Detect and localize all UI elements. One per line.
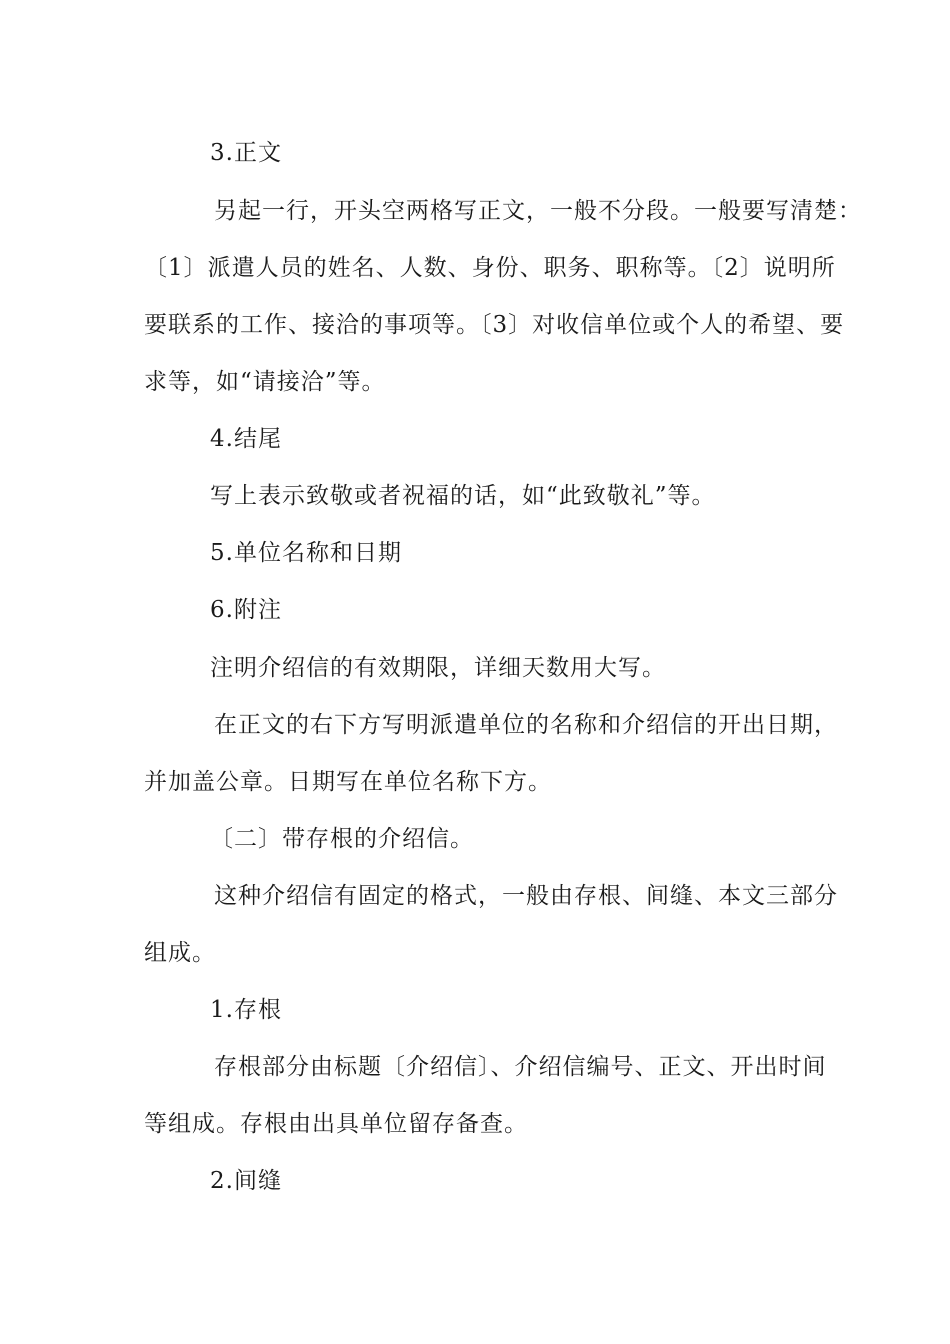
paragraph-line: 并加盖公章。日期写在单位名称下方。 <box>144 769 552 795</box>
paragraph-line: 求等，如“请接洽”等。 <box>144 369 386 395</box>
paragraph-line: 注明介绍信的有效期限，详细天数用大写。 <box>210 655 666 681</box>
paragraph-line: 写上表示致敬或者祝福的话，如“此致敬礼”等。 <box>210 483 716 509</box>
paragraph-line: 组成。 <box>144 940 216 966</box>
paragraph-line: 在正文的右下方写明派遣单位的名称和介绍信的开出日期， <box>214 712 838 738</box>
paragraph-line: 存根部分由标题〔介绍信〕、介绍信编号、正文、开出时间 <box>214 1054 827 1080</box>
paragraph-line: 要联系的工作、接洽的事项等。〔3〕对收信单位或个人的希望、要 <box>144 312 845 338</box>
heading-unit-date: 5.单位名称和日期 <box>210 540 402 566</box>
heading-stub: 1.存根 <box>210 997 282 1023</box>
paragraph-line: 这种介绍信有固定的格式，一般由存根、间缝、本文三部分 <box>214 883 838 909</box>
heading-body: 3.正文 <box>210 140 282 166</box>
paragraph-line: 〔1〕派遣人员的姓名、人数、身份、职务、职称等。〔2〕说明所 <box>144 255 836 281</box>
heading-seam: 2.间缝 <box>210 1168 282 1194</box>
paragraph-line: 等组成。存根由出具单位留存备查。 <box>144 1111 528 1137</box>
heading-ending: 4.结尾 <box>210 426 282 452</box>
paragraph-line: 另起一行，开头空两格写正文，一般不分段。一般要写清楚： <box>214 198 862 224</box>
section-heading: 〔二〕带存根的介绍信。 <box>210 826 474 852</box>
heading-note: 6.附注 <box>210 597 282 623</box>
